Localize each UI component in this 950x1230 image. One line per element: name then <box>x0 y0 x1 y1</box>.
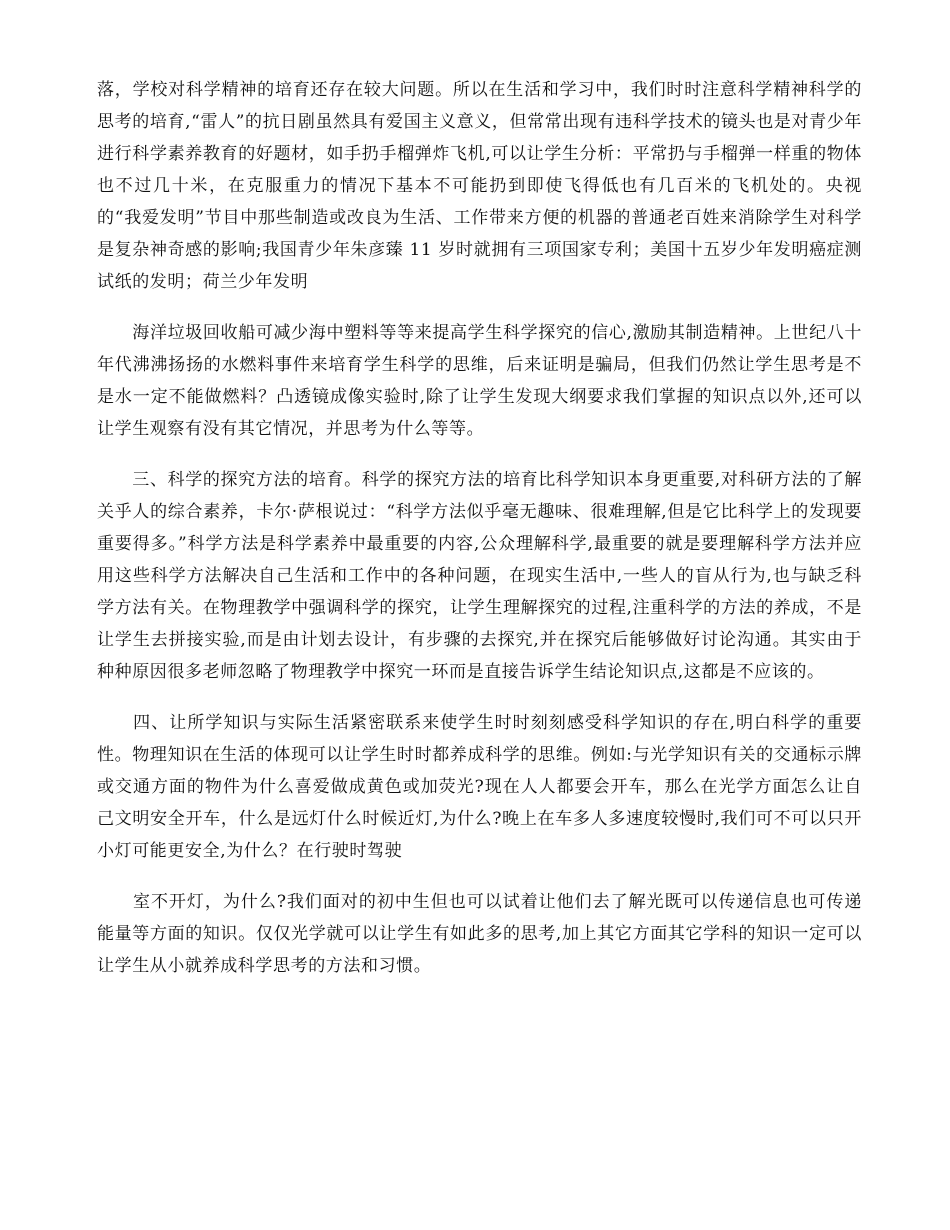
paragraph-section-three: 三、科学的探究方法的培育。科学的探究方法的培育比科学知识本身更重要,对科研方法的了解关乎人的综合素养，卡尔·萨根说过：“科学方法似乎毫无趣味、很难理解,但是它比科学上的发现要重要得多。”科学方法是科学素养中最重要的内容,公众理解科学,最重要的就是要理解科学方法并应用这些科学方法解决自己生活和工作中的各种问题，在现实生活中,一些人的盲从行为,也与缺乏科学方法有关。在物理教学中强调科学的探究，让学生理解探究的过程,注重科学的方法的养成，不是让学生去拼接实验,而是由计划去设计，有步骤的去探究,并在探究后能够做好讨论沟通。其实由于种种原因很多老师忽略了物理教学中探究一环而是直接告诉学生结论知识点,这都是不应该的。 <box>97 470 862 682</box>
paragraph-ocean-cleanup: 海洋垃圾回收船可减少海中塑料等等来提高学生科学探究的信心,激励其制造精神。上世纪八十年代沸沸扬扬的水燃料事件来培育学生科学的思维，后来证明是骗局，但我们仍然让学生思考是不是水一定不能做燃料？凸透镜成像实验时,除了让学生发现大纲要求我们掌握的知识点以外,还可以让学生观察有没有其它情况，并思考为什么等等。 <box>97 323 862 439</box>
paragraph-closing: 室不开灯，为什么?我们面对的初中生但也可以试着让他们去了解光既可以传递信息也可传递能量等方面的知识。仅仅光学就可以让学生有如此多的思考,加上其它方面其它学科的知识一定可以让学生从小就养成科学思考的方法和习惯。 <box>97 892 862 976</box>
paragraph-continued: 落，学校对科学精神的培育还存在较大问题。所以在生活和学习中，我们时时注意科学精神科学的思考的培育,“雷人”的抗日剧虽然具有爱国主义意义，但常常出现有违科学技术的镜头也是对青少年进行科学素养教育的好题材，如手扔手榴弹炸飞机,可以让学生分析：平常扔与手榴弹一样重的物体也不过几十米，在克服重力的情况下基本不可能扔到即使飞得低也有几百米的飞机处的。央视的“我爱发明”节目中那些制造或改良为生活、工作带来方便的机器的普通老百姓来消除学生对科学是复杂神奇感的影响;我国青少年朱彦臻 11 岁时就拥有三项国家专利；美国十五岁少年发明癌症测试纸的发明；荷兰少年发明 <box>97 80 862 292</box>
paragraph-section-four: 四、让所学知识与实际生活紧密联系来使学生时时刻刻感受科学知识的存在,明白科学的重要性。物理知识在生活的体现可以让学生时时都养成科学的思维。例如:与光学知识有关的交通标示牌或交通方面的物件为什么喜爱做成黄色或加荧光?现在人人都要会开车，那么在光学方面怎么让自己文明安全开车，什么是远灯什么时候近灯,为什么?晚上在车多人多速度较慢时,我们可不可以只开小灯可能更安全,为什么？在行驶时驾驶 <box>97 713 862 861</box>
